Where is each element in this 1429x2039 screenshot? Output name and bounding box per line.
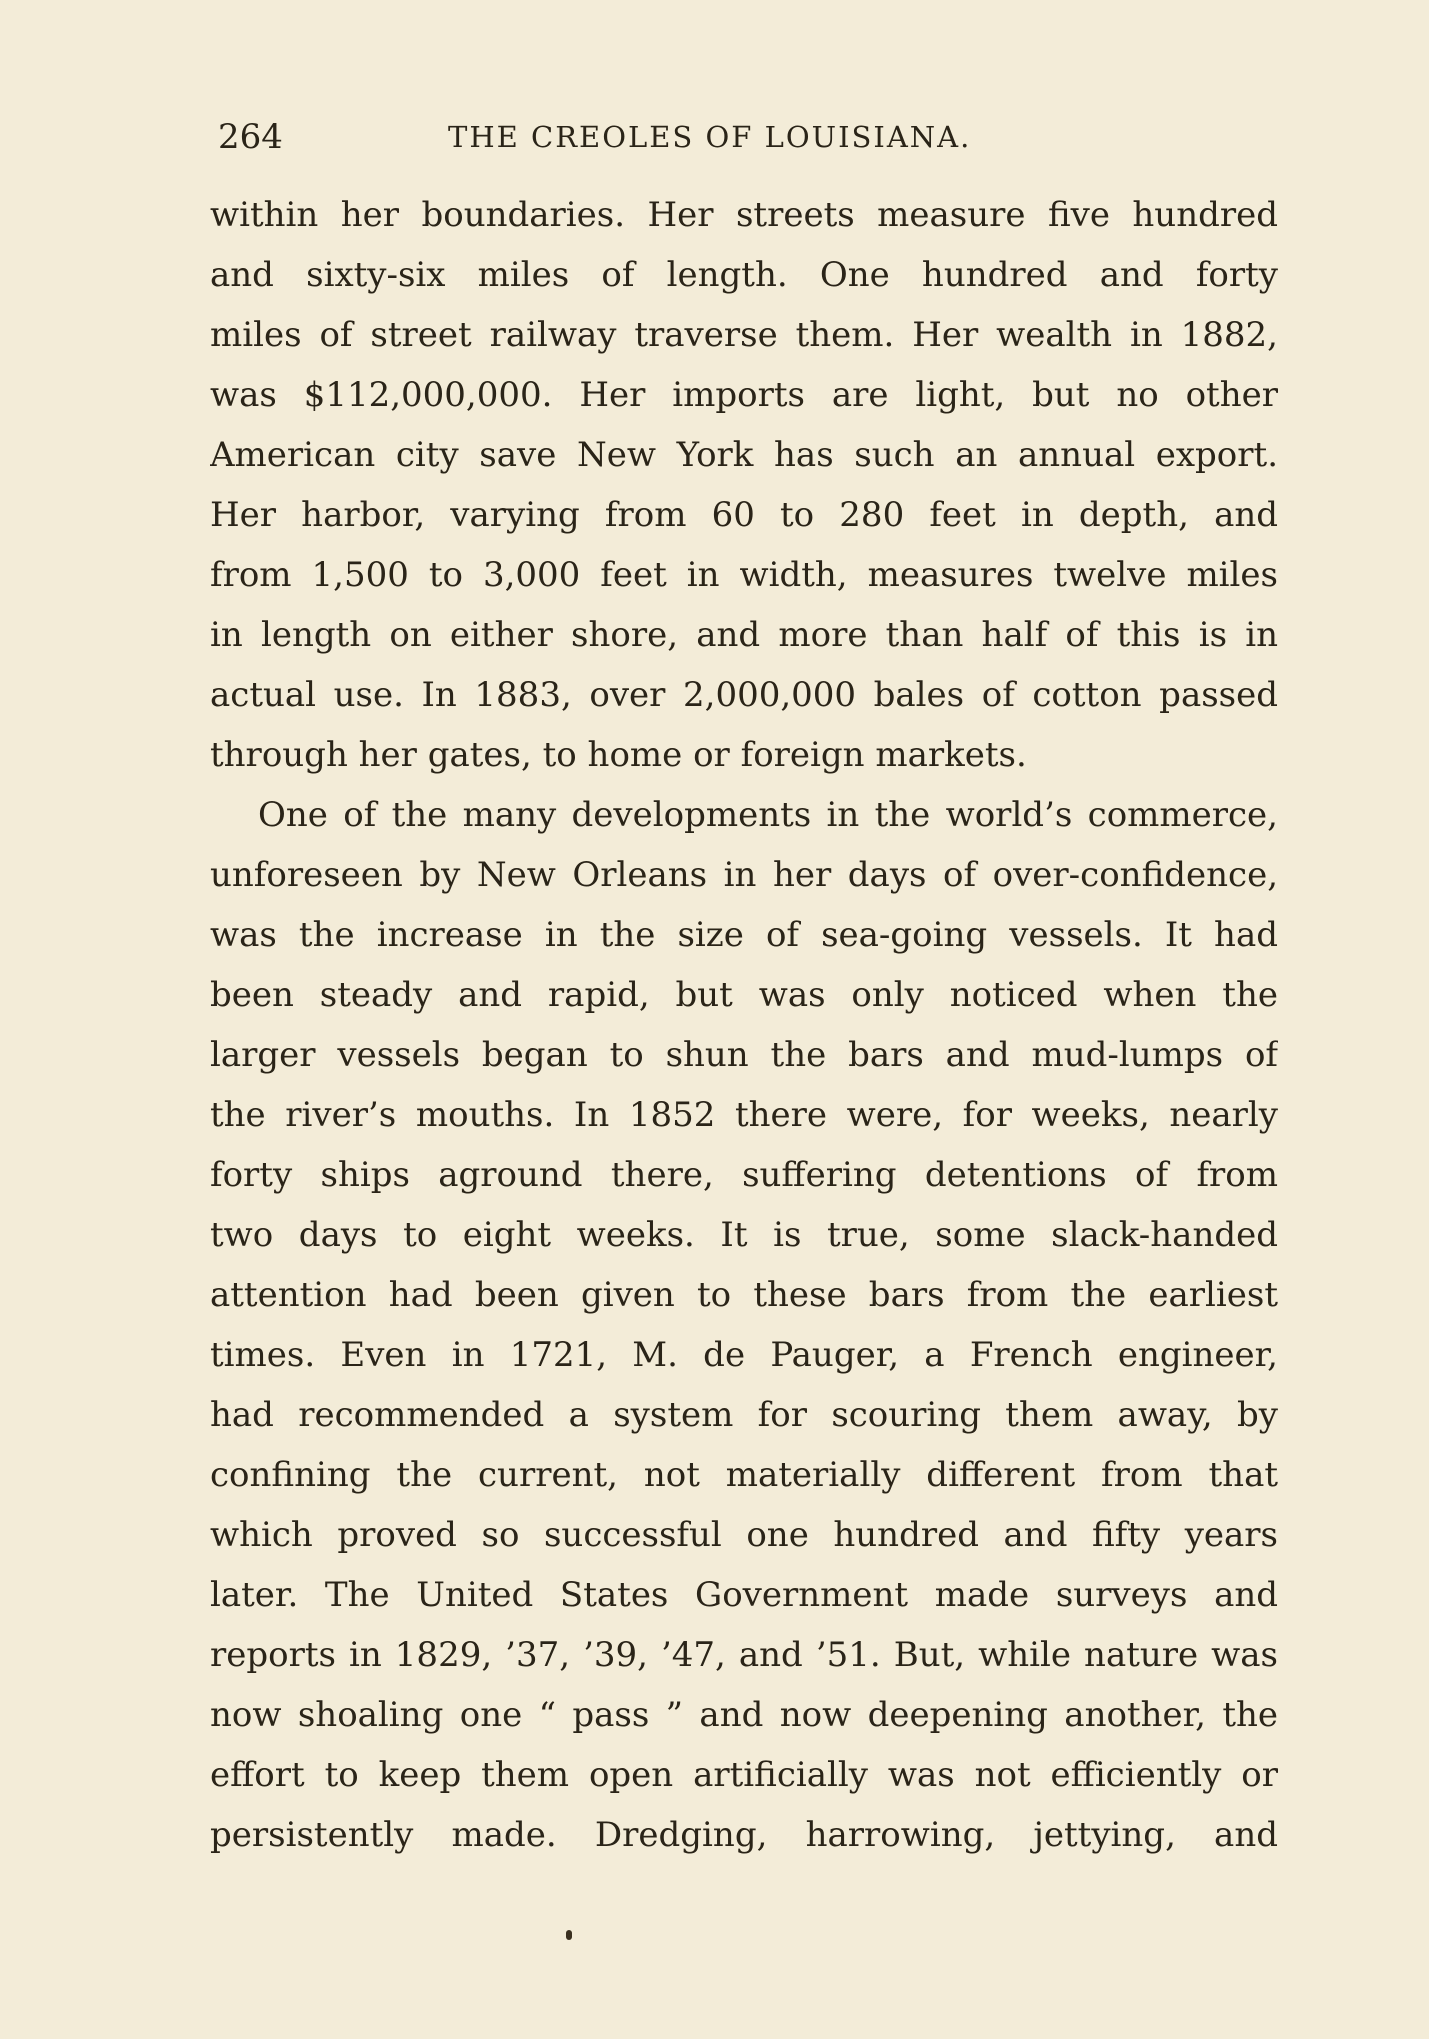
- text-line: confining the current, not materially different from that: [210, 1455, 1278, 1495]
- text-line: Her harbor, varying from 60 to 280 feet in depth, and: [210, 495, 1278, 535]
- text-line: American city save New York has such an annual export.: [210, 435, 1278, 475]
- text-line: had recommended a system for scouring them away, by: [210, 1395, 1278, 1435]
- text-line: been steady and rapid, but was only noticed when the: [210, 975, 1278, 1015]
- text-line: times. Even in 1721, M. de Pauger, a French engineer,: [210, 1335, 1278, 1375]
- running-title: THE CREOLES OF LOUISIANA.: [448, 120, 972, 154]
- text-line: later. The United States Government made surveys and: [210, 1575, 1278, 1615]
- text-line: within her boundaries. Her streets measure five hundred: [210, 195, 1278, 235]
- text-line: miles of street railway traverse them. Her wealth in 1882,: [210, 315, 1278, 355]
- text-line: One of the many developments in the world’s commerce,: [258, 795, 1278, 835]
- text-line: persistently made. Dredging, harrowing, jettying, and: [210, 1815, 1278, 1855]
- text-line: the river’s mouths. In 1852 there were, for weeks, nearly: [210, 1095, 1278, 1135]
- text-line: forty ships aground there, suffering detentions of from: [210, 1155, 1278, 1195]
- text-line: was the increase in the size of sea-going vessels. It had: [210, 915, 1278, 955]
- page-number: 264: [218, 117, 283, 157]
- text-line: through her gates, to home or foreign markets.: [210, 735, 1027, 775]
- text-line: reports in 1829, ’37, ’39, ’47, and ’51. But, while nature was: [210, 1635, 1278, 1675]
- text-line: was $112,000,000. Her imports are light, but no other: [210, 375, 1278, 415]
- text-line: which proved so successful one hundred and fifty years: [210, 1515, 1278, 1555]
- ink-speck: [566, 1930, 572, 1940]
- body-text: [210, 185, 1278, 1865]
- text-line: actual use. In 1883, over 2,000,000 bales of cotton passed: [210, 675, 1278, 715]
- text-line: in length on either shore, and more than half of this is in: [210, 615, 1278, 655]
- text-line: from 1,500 to 3,000 feet in width, measures twelve miles: [210, 555, 1278, 595]
- text-line: effort to keep them open artificially was not efficiently or: [210, 1755, 1278, 1795]
- text-line: and sixty-six miles of length. One hundred and forty: [210, 255, 1278, 295]
- page-header: [218, 112, 1278, 162]
- text-line: larger vessels began to shun the bars and mud-lumps of: [210, 1035, 1278, 1075]
- text-line: attention had been given to these bars from the earliest: [210, 1275, 1278, 1315]
- text-line: two days to eight weeks. It is true, some slack-handed: [210, 1215, 1278, 1255]
- text-line: now shoaling one “ pass ” and now deepening another, the: [210, 1695, 1278, 1735]
- text-line: unforeseen by New Orleans in her days of over-confidence,: [210, 855, 1278, 895]
